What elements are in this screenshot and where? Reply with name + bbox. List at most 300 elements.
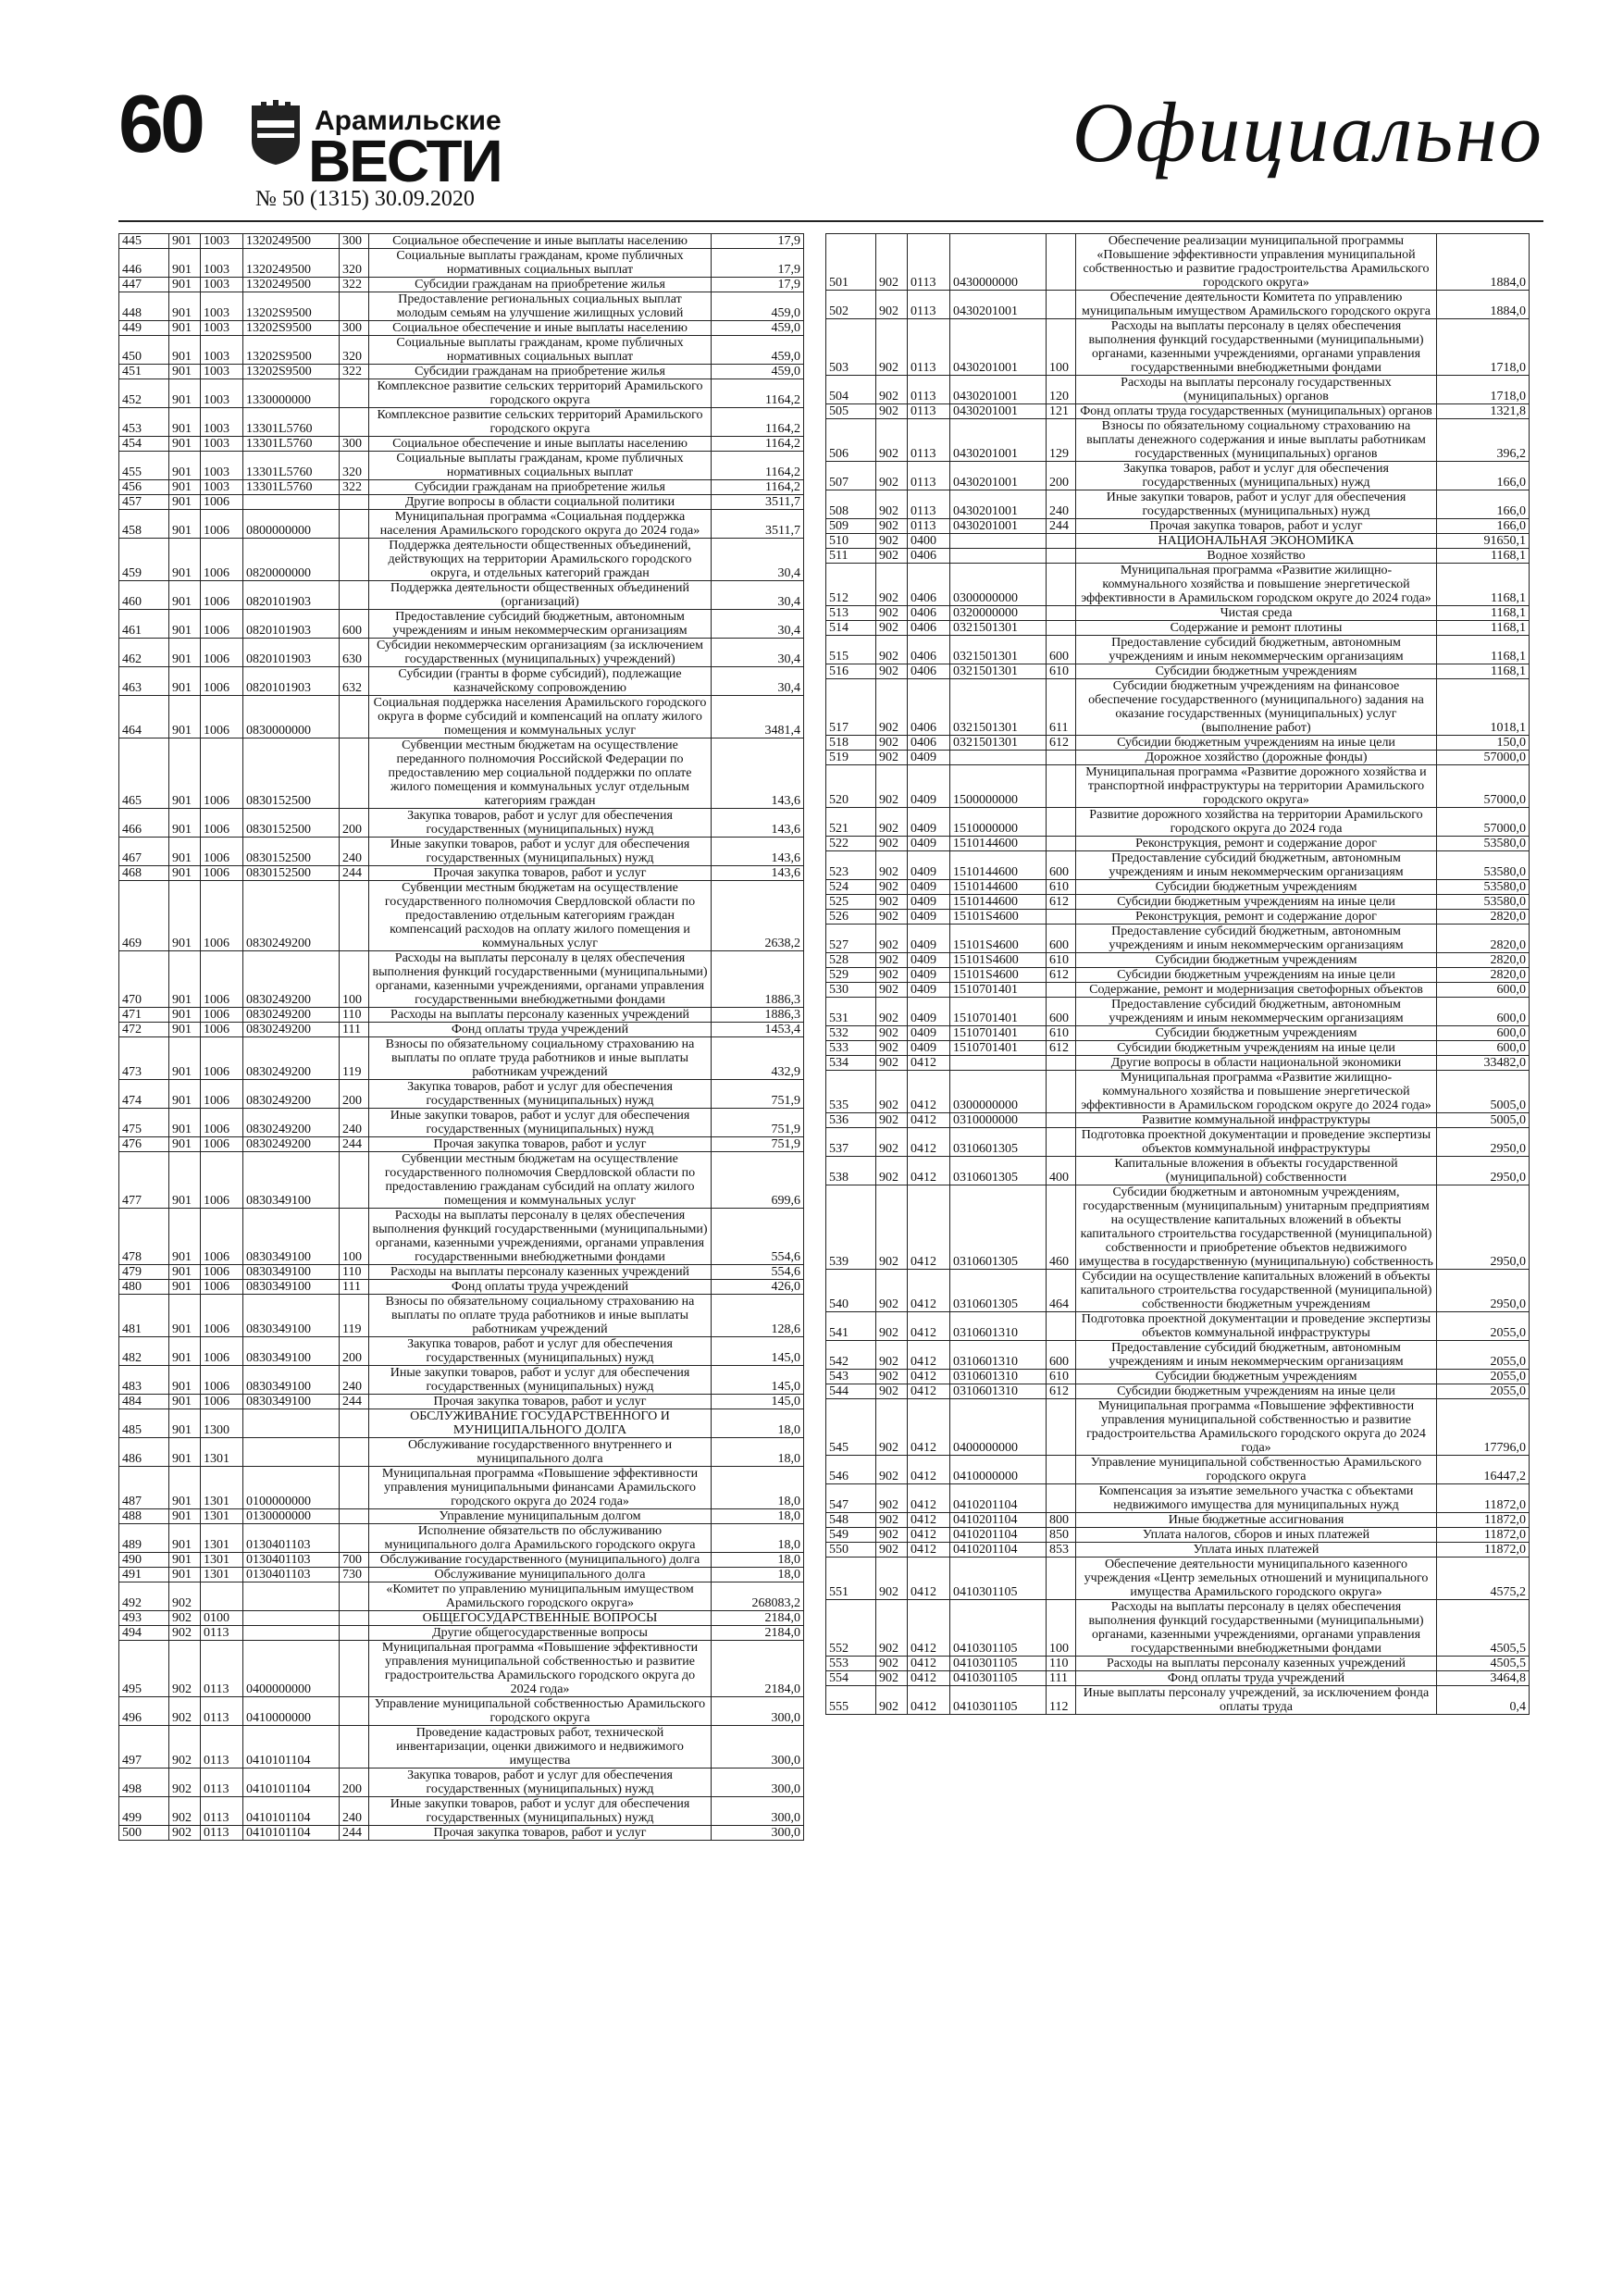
item-name: Иные бюджетные ассигнования [1076, 1513, 1437, 1528]
row-number: 468 [119, 866, 169, 881]
item-name: Фонд оплаты труда государственных (муниципальных) органов [1076, 404, 1437, 419]
expense-type-code: 111 [1047, 1671, 1076, 1686]
item-name: Расходы на выплаты персоналу казенных учреждений [1076, 1657, 1437, 1671]
target-item-code: 0430201001 [950, 319, 1047, 376]
department-code: 902 [876, 1312, 908, 1341]
section-code: 1006 [201, 1023, 243, 1037]
section-code: 1006 [201, 696, 243, 738]
section-code: 0409 [908, 983, 950, 998]
target-item-code [243, 495, 340, 510]
row-number: 496 [119, 1697, 169, 1726]
item-name: Обеспечение деятельности Комитета по управлению муниципальным имуществом Арамильского городского округа [1076, 291, 1437, 319]
row-number: 467 [119, 838, 169, 866]
department-code: 901 [169, 321, 201, 336]
expense-type-code [1047, 1456, 1076, 1484]
row-number: 504 [826, 376, 876, 404]
department-code: 902 [876, 1026, 908, 1041]
amount: 1164,2 [712, 408, 804, 437]
expense-type-code: 460 [1047, 1185, 1076, 1270]
section-code: 1006 [201, 1109, 243, 1137]
section-code: 0412 [908, 1528, 950, 1543]
department-code: 902 [876, 1341, 908, 1370]
department-code: 902 [876, 1657, 908, 1671]
amount: 145,0 [712, 1366, 804, 1395]
department-code: 901 [169, 738, 201, 809]
section-code: 1003 [201, 249, 243, 278]
section-code: 1006 [201, 1037, 243, 1080]
amount: 2055,0 [1437, 1312, 1530, 1341]
amount: 57000,0 [1437, 751, 1530, 765]
target-item-code: 0410101104 [243, 1726, 340, 1769]
amount: 396,2 [1437, 419, 1530, 462]
department-code: 901 [169, 1337, 201, 1366]
row-number: 497 [119, 1726, 169, 1769]
item-name: Чистая среда [1076, 606, 1437, 621]
department-code: 902 [876, 808, 908, 837]
expense-type-code: 320 [340, 249, 369, 278]
amount: 300,0 [712, 1797, 804, 1826]
table-row [119, 437, 804, 452]
expense-type-code: 111 [340, 1023, 369, 1037]
expense-type-code: 112 [1047, 1686, 1076, 1715]
item-name: Муниципальная программа «Повышение эффективности управления муниципальными финансами Арамильского городского округа до 2024 года» [369, 1467, 712, 1509]
department-code: 902 [876, 549, 908, 564]
item-name: Социальная поддержка населения Арамильского городского округа в форме субсидий и компенсаций на оплату жилого помещения и коммунальных услуг [369, 696, 712, 738]
target-item-code: 0820000000 [243, 539, 340, 581]
department-code: 901 [169, 1524, 201, 1553]
section-code: 0412 [908, 1128, 950, 1157]
section-code: 1006 [201, 510, 243, 539]
item-name: Предоставление субсидий бюджетным, автономным учреждениям и иным некоммерческим организациям [1076, 636, 1437, 664]
section-code: 0409 [908, 751, 950, 765]
item-name: Предоставление региональных социальных выплат молодым семьям на улучшение жилищных условий [369, 292, 712, 321]
amount: 426,0 [712, 1280, 804, 1295]
budget-table-right-body [826, 234, 1530, 1715]
target-item-code: 0830249200 [243, 1109, 340, 1137]
row-number: 449 [119, 321, 169, 336]
section-code: 1006 [201, 667, 243, 696]
table-row [826, 1543, 1530, 1558]
section-code: 0409 [908, 895, 950, 910]
section-code: 1006 [201, 495, 243, 510]
row-number: 512 [826, 564, 876, 606]
department-code: 902 [876, 998, 908, 1026]
table-row [826, 664, 1530, 679]
expense-type-code: 612 [1047, 1041, 1076, 1056]
department-code: 901 [169, 495, 201, 510]
expense-type-code [1047, 1558, 1076, 1600]
amount: 1886,3 [712, 951, 804, 1008]
row-number: 474 [119, 1080, 169, 1109]
table-row [826, 1513, 1530, 1528]
table-row [119, 321, 804, 336]
target-item-code: 1320249500 [243, 249, 340, 278]
row-number: 452 [119, 379, 169, 408]
department-code: 901 [169, 809, 201, 838]
target-item-code: 1510701401 [950, 1026, 1047, 1041]
table-row [119, 581, 804, 610]
department-code: 901 [169, 1366, 201, 1395]
expense-type-code: 244 [340, 1395, 369, 1409]
row-number: 549 [826, 1528, 876, 1543]
amount: 128,6 [712, 1295, 804, 1337]
table-row [119, 696, 804, 738]
item-name: Предоставление субсидий бюджетным, автономным учреждениям и иным некоммерческим организациям [1076, 925, 1437, 953]
row-number: 481 [119, 1295, 169, 1337]
section-code: 1003 [201, 292, 243, 321]
expense-type-code: 240 [340, 1797, 369, 1826]
department-code: 902 [876, 1128, 908, 1157]
amount: 53580,0 [1437, 851, 1530, 880]
target-item-code: 1330000000 [243, 379, 340, 408]
item-name: Содержание, ремонт и модернизация светофорных объектов [1076, 983, 1437, 998]
table-row [826, 895, 1530, 910]
row-number: 541 [826, 1312, 876, 1341]
expense-type-code [340, 1152, 369, 1209]
expense-type-code [1047, 1484, 1076, 1513]
target-item-code: 0830349100 [243, 1152, 340, 1209]
row-number: 502 [826, 291, 876, 319]
department-code: 902 [876, 1041, 908, 1056]
table-row [119, 1611, 804, 1626]
row-number: 461 [119, 610, 169, 639]
table-row [119, 1769, 804, 1797]
row-number: 516 [826, 664, 876, 679]
item-name: Закупка товаров, работ и услуг для обеспечения государственных (муниципальных) нужд [369, 1337, 712, 1366]
newspaper-brand-top: Арамильские [315, 105, 502, 136]
expense-type-code [1047, 234, 1076, 291]
expense-type-code: 100 [340, 1209, 369, 1265]
section-code: 0406 [908, 606, 950, 621]
target-item-code: 0410101104 [243, 1769, 340, 1797]
amount: 18,0 [712, 1409, 804, 1438]
expense-type-code: 110 [1047, 1657, 1076, 1671]
section-code: 1003 [201, 452, 243, 480]
amount: 2184,0 [712, 1641, 804, 1697]
section-code: 1301 [201, 1553, 243, 1568]
department-code: 901 [169, 1553, 201, 1568]
target-item-code: 0430201001 [950, 404, 1047, 419]
expense-type-code [340, 1509, 369, 1524]
section-code: 1006 [201, 838, 243, 866]
expense-type-code [1047, 1056, 1076, 1071]
table-row [119, 1467, 804, 1509]
amount: 600,0 [1437, 1026, 1530, 1041]
expense-type-code: 320 [340, 452, 369, 480]
expense-type-code: 612 [1047, 1384, 1076, 1399]
item-name: Предоставление субсидий бюджетным, автономным учреждениям и иным некоммерческим организациям [1076, 851, 1437, 880]
section-code: 1006 [201, 1395, 243, 1409]
target-item-code: 0310601305 [950, 1185, 1047, 1270]
amount: 300,0 [712, 1769, 804, 1797]
table-row [826, 419, 1530, 462]
department-code: 902 [169, 1797, 201, 1826]
table-row [826, 1686, 1530, 1715]
department-code: 902 [876, 983, 908, 998]
amount: 2950,0 [1437, 1270, 1530, 1312]
department-code: 902 [876, 1270, 908, 1312]
row-number: 454 [119, 437, 169, 452]
expense-type-code: 240 [340, 838, 369, 866]
item-name: Субсидии бюджетным учреждениям [1076, 664, 1437, 679]
row-number: 538 [826, 1157, 876, 1185]
section-code: 0412 [908, 1341, 950, 1370]
department-code: 901 [169, 610, 201, 639]
section-code: 0412 [908, 1312, 950, 1341]
department-code: 902 [876, 1185, 908, 1270]
row-number: 491 [119, 1568, 169, 1582]
amount: 91650,1 [1437, 534, 1530, 549]
amount: 11872,0 [1437, 1543, 1530, 1558]
expense-type-code: 600 [1047, 851, 1076, 880]
amount: 459,0 [712, 336, 804, 365]
item-name: Социальные выплаты гражданам, кроме публичных нормативных социальных выплат [369, 336, 712, 365]
section-code: 0406 [908, 636, 950, 664]
target-item-code: 0830249200 [243, 1037, 340, 1080]
row-number: 500 [119, 1826, 169, 1841]
table-row [826, 1157, 1530, 1185]
row-number: 517 [826, 679, 876, 736]
expense-type-code: 800 [1047, 1513, 1076, 1528]
department-code: 902 [876, 1671, 908, 1686]
item-name: Субвенции местным бюджетам на осуществление государственного полномочия Свердловской области по предоставлению гражданам субсидий на оплату жилого помещения и коммунальных услуг [369, 1152, 712, 1209]
target-item-code: 1500000000 [950, 765, 1047, 808]
table-row [826, 234, 1530, 291]
expense-type-code: 110 [340, 1008, 369, 1023]
amount: 3511,7 [712, 510, 804, 539]
department-code: 902 [876, 1157, 908, 1185]
section-code: 1003 [201, 437, 243, 452]
item-name: Прочая закупка товаров, работ и услуг [369, 866, 712, 881]
item-name: Закупка товаров, работ и услуг для обеспечения государственных (муниципальных) нужд [369, 809, 712, 838]
target-item-code: 0130401103 [243, 1568, 340, 1582]
section-code: 0406 [908, 564, 950, 606]
row-number: 536 [826, 1113, 876, 1128]
amount: 459,0 [712, 365, 804, 379]
item-name: ОБЩЕГОСУДАРСТВЕННЫЕ ВОПРОСЫ [369, 1611, 712, 1626]
row-number: 532 [826, 1026, 876, 1041]
target-item-code: 0130000000 [243, 1509, 340, 1524]
row-number: 499 [119, 1797, 169, 1826]
item-name: Субсидии бюджетным учреждениям на иные цели [1076, 736, 1437, 751]
department-code: 902 [876, 319, 908, 376]
expense-type-code: 610 [1047, 1026, 1076, 1041]
item-name: Социальное обеспечение и иные выплаты населению [369, 234, 712, 249]
department-code: 902 [876, 1370, 908, 1384]
item-name: Субсидии бюджетным учреждениям [1076, 1026, 1437, 1041]
amount: 554,6 [712, 1209, 804, 1265]
table-row [119, 1726, 804, 1769]
department-code: 901 [169, 452, 201, 480]
target-item-code [243, 1582, 340, 1611]
item-name: НАЦИОНАЛЬНАЯ ЭКОНОМИКА [1076, 534, 1437, 549]
item-name: Реконструкция, ремонт и содержание дорог [1076, 910, 1437, 925]
section-code: 0409 [908, 1041, 950, 1056]
section-code: 0412 [908, 1270, 950, 1312]
item-name: Обслуживание государственного (муниципального) долга [369, 1553, 712, 1568]
item-name: Субсидии (гранты в форме субсидий), подлежащие казначейскому сопровождению [369, 667, 712, 696]
table-row [119, 866, 804, 881]
section-code: 0409 [908, 837, 950, 851]
table-row [826, 1270, 1530, 1312]
expense-type-code: 300 [340, 321, 369, 336]
item-name: Расходы на выплаты персоналу государственных (муниципальных) органов [1076, 376, 1437, 404]
section-code: 0409 [908, 953, 950, 968]
item-name: Поддержка деятельности общественных объединений, действующих на территории Арамильского городского округа, и отдельных категорий граждан [369, 539, 712, 581]
department-code: 901 [169, 336, 201, 365]
row-number: 466 [119, 809, 169, 838]
target-item-code: 0430201001 [950, 519, 1047, 534]
table-row [826, 1600, 1530, 1657]
expense-type-code [1047, 1312, 1076, 1341]
item-name: Исполнение обязательств по обслуживанию муниципального долга Арамильского городского округа [369, 1524, 712, 1553]
row-number: 551 [826, 1558, 876, 1600]
table-row [119, 336, 804, 365]
section-code: 1006 [201, 1265, 243, 1280]
amount: 699,6 [712, 1152, 804, 1209]
target-item-code: 0410101104 [243, 1826, 340, 1841]
target-item-code: 13301L5760 [243, 437, 340, 452]
amount: 1453,4 [712, 1023, 804, 1037]
amount: 2638,2 [712, 881, 804, 951]
row-number: 476 [119, 1137, 169, 1152]
section-code: 1006 [201, 1280, 243, 1295]
amount: 2184,0 [712, 1611, 804, 1626]
table-row [826, 1041, 1530, 1056]
target-item-code: 0830249200 [243, 881, 340, 951]
target-item-code: 0410201104 [950, 1543, 1047, 1558]
expense-type-code: 300 [340, 234, 369, 249]
department-code: 902 [169, 1697, 201, 1726]
department-code: 901 [169, 1265, 201, 1280]
target-item-code: 0310601305 [950, 1128, 1047, 1157]
row-number: 509 [826, 519, 876, 534]
department-code: 901 [169, 249, 201, 278]
target-item-code: 0430201001 [950, 376, 1047, 404]
row-number: 459 [119, 539, 169, 581]
item-name: Расходы на выплаты персоналу казенных учреждений [369, 1265, 712, 1280]
expense-type-code: 612 [1047, 968, 1076, 983]
target-item-code [950, 549, 1047, 564]
target-item-code: 0830000000 [243, 696, 340, 738]
expense-type-code [1047, 910, 1076, 925]
table-row [119, 667, 804, 696]
section-code: 0412 [908, 1399, 950, 1456]
table-row [119, 379, 804, 408]
table-row [826, 925, 1530, 953]
expense-type-code [1047, 808, 1076, 837]
target-item-code: 15101S4600 [950, 968, 1047, 983]
table-row [119, 1023, 804, 1037]
row-number: 453 [119, 408, 169, 437]
section-code: 0113 [908, 519, 950, 534]
item-name: Другие вопросы в области социальной политики [369, 495, 712, 510]
department-code: 902 [876, 837, 908, 851]
target-item-code [243, 1611, 340, 1626]
row-number: 511 [826, 549, 876, 564]
row-number: 455 [119, 452, 169, 480]
section-code: 1003 [201, 278, 243, 292]
target-item-code: 0830152500 [243, 866, 340, 881]
target-item-code: 0410201104 [950, 1528, 1047, 1543]
row-number: 542 [826, 1341, 876, 1370]
item-name: Подготовка проектной документации и проведение экспертизы объектов коммунальной инфраструктуры [1076, 1128, 1437, 1157]
section-code: 1003 [201, 234, 243, 249]
item-name: Другие общегосударственные вопросы [369, 1626, 712, 1641]
department-code: 901 [169, 881, 201, 951]
department-code: 901 [169, 951, 201, 1008]
amount: 300,0 [712, 1726, 804, 1769]
expense-type-code: 610 [1047, 1370, 1076, 1384]
amount: 554,6 [712, 1265, 804, 1280]
item-name: Взносы по обязательному социальному страхованию на выплаты по оплате труда работников и иные выплаты работникам учреждений [369, 1295, 712, 1337]
row-number: 545 [826, 1399, 876, 1456]
row-number: 473 [119, 1037, 169, 1080]
amount: 432,9 [712, 1037, 804, 1080]
expense-type-code [340, 1611, 369, 1626]
item-name: Муниципальная программа «Развитие жилищно-коммунального хозяйства и повышение энергетической эффективности в Арамильском городском округе до 2024 года» [1076, 564, 1437, 606]
expense-type-code [1047, 291, 1076, 319]
section-code: 0409 [908, 880, 950, 895]
department-code: 901 [169, 1023, 201, 1037]
target-item-code: 0100000000 [243, 1467, 340, 1509]
target-item-code: 0830249200 [243, 951, 340, 1008]
row-number: 548 [826, 1513, 876, 1528]
department-code: 901 [169, 1438, 201, 1467]
section-code: 1301 [201, 1467, 243, 1509]
amount: 2950,0 [1437, 1128, 1530, 1157]
item-name: Расходы на выплаты персоналу в целях обеспечения выполнения функций государственными (муниципальными) органами, казенными учреждениями, органами управления государственными внебюджетными фондами [1076, 319, 1437, 376]
row-number: 550 [826, 1543, 876, 1558]
table-row [119, 1395, 804, 1409]
target-item-code: 0410000000 [243, 1697, 340, 1726]
expense-type-code [1047, 765, 1076, 808]
section-code: 0412 [908, 1484, 950, 1513]
town-emblem-icon [248, 100, 304, 167]
department-code: 902 [876, 925, 908, 953]
row-number: 446 [119, 249, 169, 278]
item-name: Управление муниципальным долгом [369, 1509, 712, 1524]
department-code: 902 [876, 376, 908, 404]
row-number: 514 [826, 621, 876, 636]
expense-type-code [340, 1524, 369, 1553]
table-row [826, 621, 1530, 636]
expense-type-code: 600 [1047, 1341, 1076, 1370]
target-item-code: 0830249200 [243, 1023, 340, 1037]
target-item-code [243, 1438, 340, 1467]
expense-type-code: 322 [340, 480, 369, 495]
target-item-code: 0321501301 [950, 736, 1047, 751]
row-number: 518 [826, 736, 876, 751]
amount: 300,0 [712, 1826, 804, 1841]
department-code: 902 [876, 234, 908, 291]
row-number: 493 [119, 1611, 169, 1626]
item-name: Поддержка деятельности общественных объединений (организаций) [369, 581, 712, 610]
item-name: Субсидии на осуществление капитальных вложений в объекты капитального строительства государственной (муниципальной) собственности бюджетным учреждениям [1076, 1270, 1437, 1312]
row-number: 540 [826, 1270, 876, 1312]
amount: 4575,2 [1437, 1558, 1530, 1600]
amount: 1164,2 [712, 452, 804, 480]
department-code: 901 [169, 1467, 201, 1509]
expense-type-code [340, 1726, 369, 1769]
department-code: 902 [876, 636, 908, 664]
amount: 459,0 [712, 292, 804, 321]
item-name: Прочая закупка товаров, работ и услуг [369, 1137, 712, 1152]
item-name: Субсидии гражданам на приобретение жилья [369, 480, 712, 495]
department-code: 902 [876, 564, 908, 606]
amount: 11872,0 [1437, 1513, 1530, 1528]
item-name: Уплата иных платежей [1076, 1543, 1437, 1558]
